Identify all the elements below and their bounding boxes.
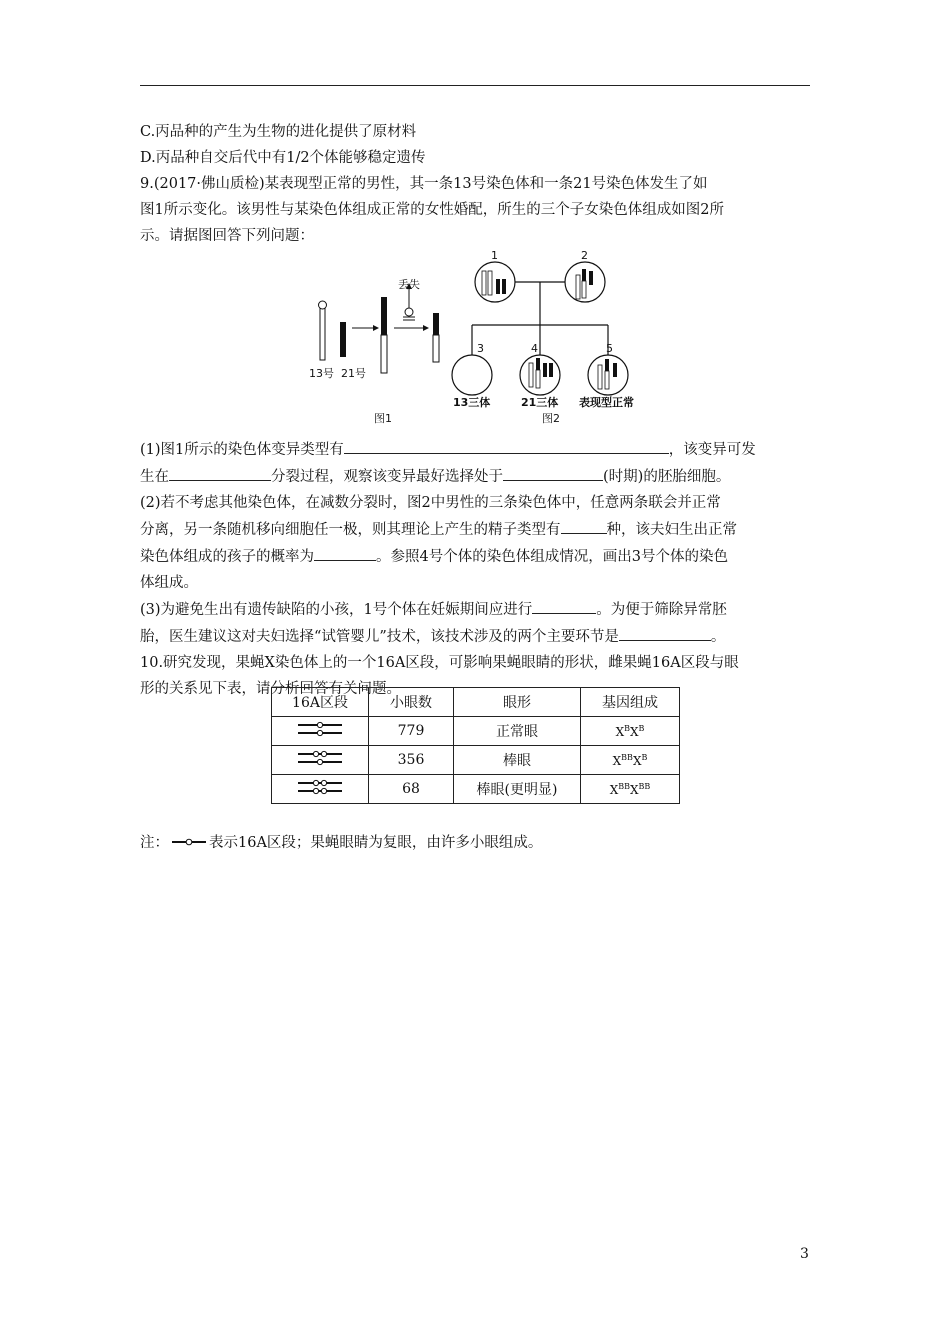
table-note: 注： 表示16A区段；果蝇眼睛为复眼，由许多小眼组成。 [140, 835, 543, 851]
table-row [272, 746, 680, 775]
eye-shape: 棒眼(更明显) [454, 775, 581, 804]
individual-5-number: 5 [606, 342, 613, 355]
individual-3-label: 13三体 [453, 396, 491, 409]
q9-line-3: 示。请据图回答下列问题： [140, 228, 314, 244]
q1-line-1: (1)图1所示的染色体变异类型有 ，该变异可发 [140, 436, 812, 463]
individual-4-label: 21三体 [521, 396, 559, 409]
header-rule [140, 85, 810, 86]
individual-5-chromosomes [598, 359, 617, 389]
segment-diagram [272, 746, 369, 775]
individual-4-chromosomes [529, 358, 553, 388]
q3-line-2: 胎，医生建议这对夫妇选择“试管婴儿”技术，该技术涉及的两个主要环节是 。 [140, 623, 812, 650]
page-number: 3 [800, 1246, 809, 1262]
chromosome-labels: 13号 21号 [309, 367, 366, 380]
q9-line-1: 9.(2017·佛山质检)某表现型正常的男性，其一条13号染色体和一条21号染色体发生了如 [140, 176, 708, 192]
individual-2-number: 2 [581, 249, 588, 262]
individual-2-chromosomes [576, 269, 593, 299]
q9-line-2: 图1所示变化。该男性与某染色体组成正常的女性婚配，所生的三个子女染色体组成如图2所 [140, 202, 724, 218]
ommatidia-count: 68 [369, 775, 454, 804]
eye-shape-table [271, 687, 680, 804]
table-header-row [272, 688, 680, 717]
q2-line-3: 染色体组成的孩子的概率为 。参照4号个体的染色体组成情况，画出3号个体的染色 [140, 543, 812, 570]
eye-shape: 正常眼 [454, 717, 581, 746]
segment-diagram [272, 775, 369, 804]
figure-1-diagram [319, 283, 440, 373]
individual-4-number: 4 [531, 342, 538, 355]
question-text-top [140, 119, 812, 249]
table-row [272, 775, 680, 804]
answer-blank[interactable] [619, 623, 711, 641]
q10-line-2: 形的关系见下表，请分析回答有关问题。 [140, 681, 401, 697]
answer-blank[interactable] [169, 463, 271, 481]
segment-diagram [272, 717, 369, 746]
q2-line-1: (2)若不考虑其他染色体，在减数分裂时，图2中男性的三条染色体中，任意两条联会并正常 [140, 495, 721, 511]
ommatidia-count: 779 [369, 717, 454, 746]
q2-line-4: 体组成。 [140, 575, 198, 591]
option-d: D.丙品种自交后代中有1/2个体能够稳定遗传 [140, 150, 426, 166]
answer-blank[interactable] [503, 463, 603, 481]
answer-blank[interactable] [344, 436, 669, 454]
q1-line-2: 生在 分裂过程，观察该变异最好选择处于 (时期)的胚胎细胞。 [140, 463, 812, 490]
individual-5-label: 表现型正常 [579, 396, 634, 409]
eye-shape: 棒眼 [454, 746, 581, 775]
lost-label: 丢失 [398, 278, 420, 291]
individual-1-number: 1 [491, 249, 498, 262]
table-row [272, 717, 680, 746]
figure-1-caption: 图1 [374, 412, 392, 425]
option-c: C.丙品种的产生为生物的进化提供了原材料 [140, 124, 417, 140]
q10-line-1: 10.研究发现，果蝇X染色体上的一个16A区段，可影响果蝇眼睛的形状，雌果蝇16A区段与眼 [140, 655, 739, 671]
genotype: $X^BX^B$ [581, 717, 680, 746]
q2-line-2: 分离，另一条随机移向细胞任一极，则其理论上产生的精子类型有 种，该夫妇生出正常 [140, 516, 812, 543]
individual-1-chromosomes [482, 271, 506, 295]
table-header: 基因组成 [581, 688, 680, 717]
ommatidia-count: 356 [369, 746, 454, 775]
table-header: 小眼数 [369, 688, 454, 717]
answer-blank[interactable] [532, 596, 596, 614]
answer-blank[interactable] [314, 543, 376, 561]
q3-line-1: (3)为避免生出有遗传缺陷的小孩，1号个体在妊娠期间应进行 。为便于筛除异常胚 [140, 596, 812, 623]
figure-2-caption: 图2 [542, 412, 560, 425]
question-text-middle [140, 436, 812, 702]
table-header: 眼形 [454, 688, 581, 717]
segment-symbol-icon [171, 836, 207, 848]
answer-blank[interactable] [561, 516, 607, 534]
genotype: $X^{BB}X^B$ [581, 746, 680, 775]
genotype: $X^{BB}X^{BB}$ [581, 775, 680, 804]
individual-3-number: 3 [477, 342, 484, 355]
table-header: 16A区段 [272, 688, 369, 717]
